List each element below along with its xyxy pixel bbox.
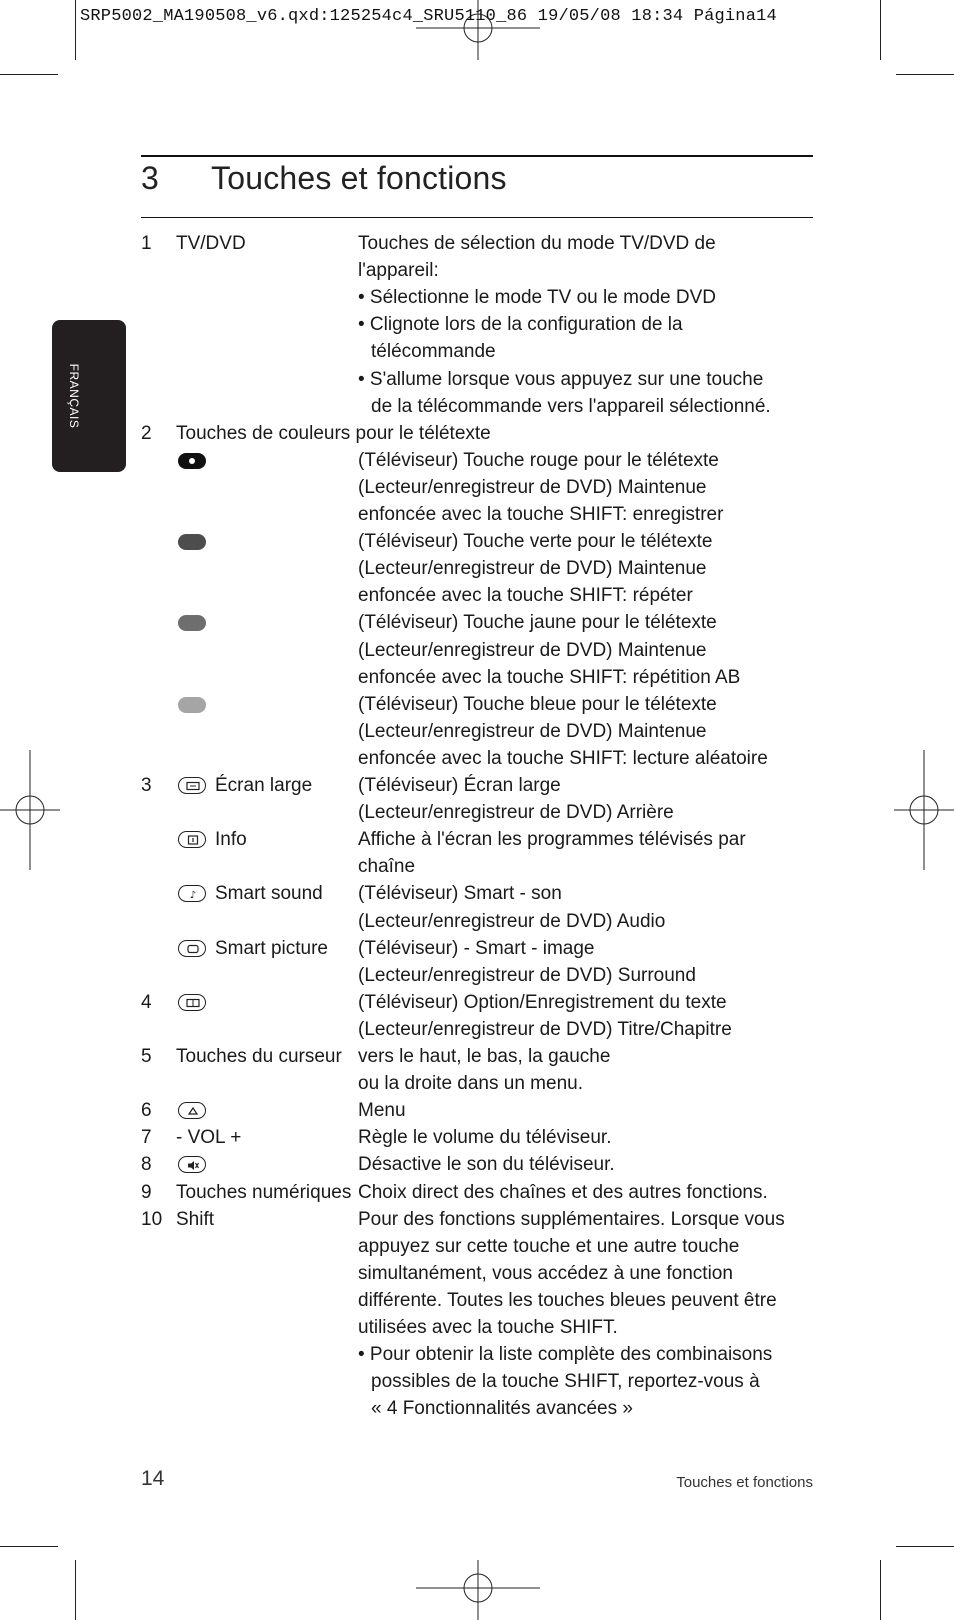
language-tab-label: FRANÇAIS: [67, 363, 81, 429]
list-row: [0, 826, 954, 853]
list-row: [0, 420, 954, 447]
key-label: - VOL +: [176, 1127, 242, 1149]
item-number: 8: [141, 1154, 152, 1176]
list-row: [0, 1341, 954, 1368]
function-description: Menu: [358, 1100, 406, 1122]
registration-mark-bottom: [416, 1560, 540, 1620]
page-number: 14: [141, 1467, 165, 1490]
list-row: [0, 1124, 954, 1151]
function-description: (Téléviseur) Touche bleue pour le télétexte: [358, 693, 717, 715]
key-label: Shift: [176, 1208, 215, 1230]
list-row: [0, 1151, 954, 1178]
chapter-heading: [141, 160, 507, 197]
function-description: Affiche à l'écran les programmes télévisés par: [358, 829, 746, 851]
function-description: • Pour obtenir la liste complète des combinaisons: [358, 1344, 773, 1366]
function-description: (Téléviseur) Touche verte pour le télétexte: [358, 531, 713, 553]
blue-button-icon: [178, 697, 206, 713]
list-row: [0, 366, 954, 393]
function-description: (Lecteur/enregistreur de DVD) Arrière: [358, 802, 674, 824]
list-row: [0, 1206, 954, 1233]
list-row: [0, 1016, 954, 1043]
key-label: Écran large: [215, 775, 313, 796]
key-label: Touches du curseur: [176, 1046, 342, 1067]
function-description: (Téléviseur) Écran large: [358, 775, 561, 796]
function-description: (Lecteur/enregistreur de DVD) Titre/Chapitre: [358, 1018, 732, 1040]
item-number: 7: [141, 1127, 152, 1149]
function-description: simultanément, vous accédez à une fonction: [358, 1262, 733, 1284]
list-row: [0, 880, 954, 907]
list-row: [0, 908, 954, 935]
function-description: • Clignote lors de la configuration de la: [358, 314, 683, 336]
list-row: [0, 1179, 954, 1206]
function-description: chaîne: [358, 856, 416, 878]
function-description: (Téléviseur) Touche rouge pour le télétexte: [358, 449, 719, 471]
function-description: Règle le volume du téléviseur.: [358, 1127, 612, 1149]
list-row: [0, 1287, 954, 1314]
function-description: télécommande: [371, 341, 496, 363]
list-row: [0, 1070, 954, 1097]
function-description: • Sélectionne le mode TV ou le mode DVD: [358, 287, 716, 309]
list-row: [0, 284, 954, 311]
function-description: possibles de la touche SHIFT, reportez-vous à: [371, 1371, 760, 1393]
chapter-title: Touches et fonctions: [211, 160, 507, 196]
item-number: 3: [141, 775, 152, 796]
list-row: [0, 1395, 954, 1422]
function-description: (Téléviseur) Smart - son: [358, 883, 562, 905]
list-row: [0, 1260, 954, 1287]
function-description: utilisées avec la touche SHIFT.: [358, 1317, 618, 1338]
chapter-rule-top: [141, 155, 813, 157]
function-description: de la télécommande vers l'appareil sélectionné.: [371, 395, 771, 417]
list-row: [0, 691, 954, 718]
function-description: • S'allume lorsque vous appuyez sur une touche: [358, 368, 764, 390]
info-key-icon: [178, 831, 206, 848]
running-footer-title: Touches et fonctions: [676, 1474, 813, 1491]
item-number: 2: [141, 422, 152, 444]
list-row: [0, 555, 954, 582]
key-label: TV/DVD: [176, 233, 246, 254]
list-row: [0, 1043, 954, 1070]
function-description: enfoncée avec la touche SHIFT: répéter: [358, 585, 693, 607]
item-number: 6: [141, 1100, 152, 1122]
list-row: [0, 962, 954, 989]
crop-mark-top-right-v: [880, 0, 881, 60]
red-button-icon: [178, 453, 206, 469]
list-row: [0, 528, 954, 555]
list-row: [0, 393, 954, 420]
list-row: [0, 935, 954, 962]
function-description: enfoncée avec la touche SHIFT: répétition AB: [358, 666, 741, 688]
list-row: [0, 501, 954, 528]
function-description: enfoncée avec la touche SHIFT: enregistrer: [358, 504, 724, 525]
list-row: [0, 989, 954, 1016]
function-description: (Lecteur/enregistreur de DVD) Maintenue: [358, 558, 707, 580]
svg-text:♪: ♪: [189, 890, 197, 902]
chapter-rule-bottom: [141, 217, 813, 218]
list-row: [0, 745, 954, 772]
smart-sound-key-icon: [178, 885, 206, 902]
list-row: [0, 582, 954, 609]
function-description: (Lecteur/enregistreur de DVD) Maintenue: [358, 720, 707, 742]
function-description: Touches de sélection du mode TV/DVD de: [358, 233, 716, 254]
key-label: Info: [215, 829, 247, 851]
mute-key-icon: [178, 1156, 206, 1173]
crop-mark-top-left-h: [0, 74, 58, 75]
key-label: Touches numériques: [176, 1181, 352, 1203]
function-description: (Téléviseur) - Smart - image: [358, 937, 595, 959]
function-description: (Lecteur/enregistreur de DVD) Surround: [358, 964, 696, 986]
crop-mark-bottom-left-v: [75, 1560, 76, 1620]
key-label: Touches de couleurs pour le télétexte: [176, 422, 491, 444]
crop-mark-top-left-v: [75, 0, 76, 60]
function-description: (Lecteur/enregistreur de DVD) Audio: [358, 910, 666, 932]
registration-mark-top: [416, 0, 540, 60]
list-row: [0, 772, 954, 799]
function-description: (Lecteur/enregistreur de DVD) Maintenue: [358, 476, 707, 498]
teletext-option-key-icon: [178, 994, 206, 1011]
list-row: [0, 718, 954, 745]
list-row: [0, 853, 954, 880]
item-number: 4: [141, 991, 152, 1013]
crop-mark-bottom-right-h: [896, 1546, 954, 1547]
crop-mark-bottom-left-h: [0, 1546, 58, 1547]
key-label: Smart picture: [215, 937, 328, 959]
print-slug: SRP5002_MA190508_v6.qxd:125254c4_SRU5110_86 19/05/08 18:34 Página14: [80, 7, 777, 26]
list-row: [0, 1097, 954, 1124]
function-description: Choix direct des chaînes et des autres fonctions.: [358, 1181, 768, 1203]
function-description: ou la droite dans un menu.: [358, 1073, 583, 1095]
function-description: (Téléviseur) Touche jaune pour le télétexte: [358, 612, 717, 634]
list-row: [0, 1233, 954, 1260]
item-number: 10: [141, 1208, 163, 1230]
item-number: 5: [141, 1046, 152, 1067]
function-description: appuyez sur cette touche et une autre touche: [358, 1235, 740, 1257]
function-description: Désactive le son du téléviseur.: [358, 1154, 615, 1176]
list-row: [0, 1314, 954, 1341]
yellow-button-icon: [178, 615, 206, 631]
list-row: [0, 1368, 954, 1395]
list-row: [0, 447, 954, 474]
smart-picture-key-icon: [178, 940, 206, 957]
function-description: Pour des fonctions supplémentaires. Lorsque vous: [358, 1208, 785, 1230]
list-row: [0, 609, 954, 636]
function-description: enfoncée avec la touche SHIFT: lecture aléatoire: [358, 747, 768, 769]
list-row: [0, 311, 954, 338]
crop-mark-top-right-h: [896, 74, 954, 75]
list-row: [0, 230, 954, 257]
green-button-icon: [178, 534, 206, 550]
function-description: vers le haut, le bas, la gauche: [358, 1046, 611, 1067]
item-number: 9: [141, 1181, 152, 1203]
function-description: l'appareil:: [358, 260, 439, 282]
item-number: 1: [141, 233, 152, 254]
list-row: [0, 257, 954, 284]
list-row: [0, 664, 954, 691]
function-description: « 4 Fonctionnalités avancées »: [371, 1398, 633, 1420]
widescreen-key-icon: [178, 777, 206, 794]
function-description: différente. Toutes les touches bleues peuvent être: [358, 1289, 777, 1311]
function-description: (Téléviseur) Option/Enregistrement du texte: [358, 991, 727, 1013]
list-row: [0, 637, 954, 664]
function-description: (Lecteur/enregistreur de DVD) Maintenue: [358, 639, 707, 661]
list-row: [0, 474, 954, 501]
key-label: Smart sound: [215, 883, 323, 905]
list-row: [0, 338, 954, 365]
menu-key-icon: [178, 1102, 206, 1119]
crop-mark-bottom-right-v: [880, 1560, 881, 1620]
list-row: [0, 799, 954, 826]
chapter-number: 3: [141, 160, 159, 196]
